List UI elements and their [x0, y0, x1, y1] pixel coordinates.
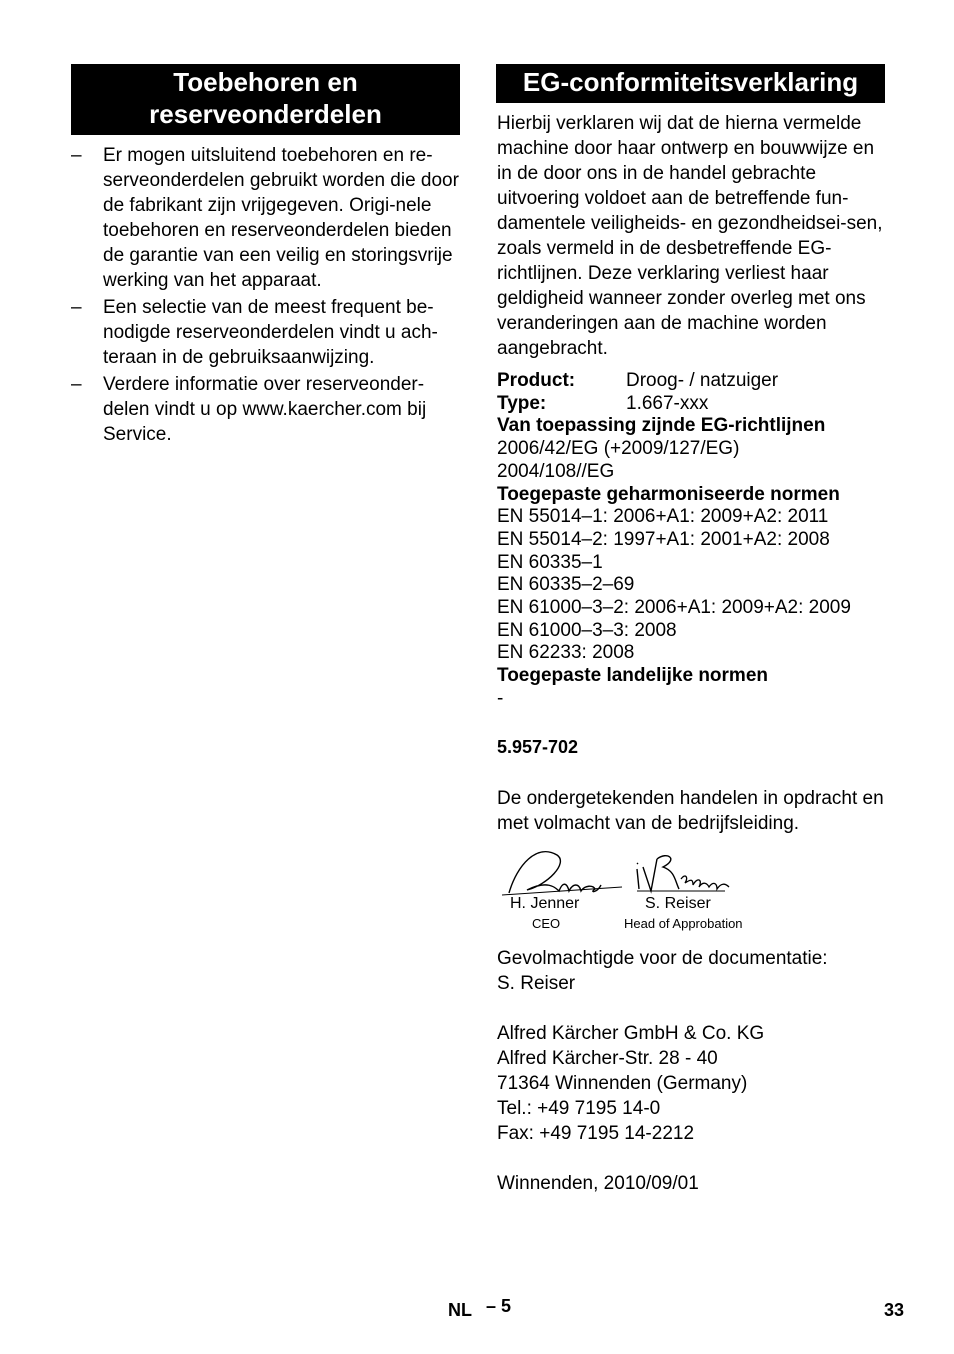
heading-line-1: Toebehoren en	[173, 67, 358, 97]
type-value: 1.667-xxx	[626, 392, 709, 414]
list-item	[71, 143, 461, 293]
signer-1-role: CEO	[532, 916, 561, 931]
directive-item: 2006/42/EG (+2009/127/EG)	[497, 438, 740, 460]
company-address	[497, 1021, 887, 1146]
heading-line-2: reserveonderdelen	[149, 99, 382, 129]
signer-2-role: Head of Approbation	[624, 916, 743, 931]
section-heading-conformity: EG-conformiteitsverklaring	[496, 64, 885, 103]
harmonised-heading: Toegepaste geharmoniseerde normen	[497, 483, 840, 505]
type-row	[497, 393, 897, 416]
document-number: 5.957-702	[497, 737, 579, 757]
list-item	[71, 295, 461, 370]
company-line: Alfred Kärcher-Str. 28 - 40	[497, 1048, 718, 1069]
company-line: 71364 Winnenden (Germany)	[497, 1073, 748, 1094]
dash-marker: –	[71, 297, 82, 318]
footer-language: NL	[448, 1300, 472, 1320]
product-specs	[497, 370, 897, 711]
company-line: Tel.: +49 7195 14-0	[497, 1098, 661, 1119]
dash-marker: –	[71, 145, 82, 166]
standard-item: EN 55014–2: 1997+A1: 2001+A2: 2008	[497, 528, 830, 550]
signers-statement: De ondergetekenden handelen in opdracht en met volmacht van de bedrijfsleiding.	[497, 788, 884, 834]
company-line: Fax: +49 7195 14-2212	[497, 1123, 695, 1144]
bullet-text: Een selectie van de meest frequent be-nodigde reserveonderdelen vindt u ach-teraan in de gebruiksaanwijzing.	[103, 297, 438, 368]
signer-1-name: H. Jenner	[510, 895, 580, 912]
section-heading-accessories	[71, 64, 460, 135]
bullet-text: Verdere informatie over reserveonder-delen vindt u op www.kaercher.com bij Service.	[103, 374, 427, 445]
footer-section-page: – 5	[486, 1296, 512, 1316]
standard-item: EN 60335–1	[497, 551, 603, 573]
declaration-intro: Hierbij verklaren wij dat de hierna vermelde machine door haar ontwerp en bouwwijze en in de door ons in de handel gebrachte uitvoering voldoet aan de betreffende fun-damentele veiligheids- en gezondheidsei-sen, zoals vermeld in de desbetreffende EG-richtlijnen. Deze verklaring verliest haar geldigheid wanneer zonder overleg met ons veranderingen aan de machine worden aangebracht.	[497, 113, 883, 359]
signer-2-name: S. Reiser	[645, 895, 711, 912]
product-label: Product:	[497, 370, 576, 391]
dash-marker: –	[71, 374, 82, 395]
standard-item: EN 62233: 2008	[497, 642, 635, 664]
company-line: Alfred Kärcher GmbH & Co. KG	[497, 1023, 765, 1044]
national-value: -	[497, 687, 504, 709]
place-date: Winnenden, 2010/09/01	[497, 1173, 699, 1194]
accessories-bullet-list	[71, 143, 461, 449]
product-row	[497, 370, 897, 393]
standard-item: EN 61000–3–3: 2008	[497, 619, 677, 641]
signature-block	[497, 845, 767, 935]
footer-page-number: 33	[884, 1300, 905, 1320]
product-value: Droog- / natzuiger	[626, 370, 779, 391]
national-heading: Toegepaste landelijke normen	[497, 665, 769, 687]
authorised-label: Gevolmachtigde voor de documentatie:	[497, 948, 828, 969]
bullet-text: Er mogen uitsluitend toebehoren en re-serveonderdelen gebruikt worden die door de fabrikant zijn vrijgegeven. Origi-nele toebehoren en reserveonderdelen bieden de garantie van een veilig en storingsvrije werking van het apparaat.	[103, 145, 459, 291]
directive-item: 2004/108//EG	[497, 460, 615, 482]
list-item	[71, 372, 461, 447]
authorised-name: S. Reiser	[497, 973, 576, 994]
authorised-person	[497, 946, 887, 996]
standard-item: EN 55014–1: 2006+A1: 2009+A2: 2011	[497, 506, 829, 528]
type-label: Type:	[497, 392, 547, 414]
directives-heading: Van toepassing zijnde EG-richtlijnen	[497, 415, 826, 437]
standard-item: EN 61000–3–2: 2006+A1: 2009+A2: 2009	[497, 597, 851, 619]
standard-item: EN 60335–2–69	[497, 574, 635, 596]
